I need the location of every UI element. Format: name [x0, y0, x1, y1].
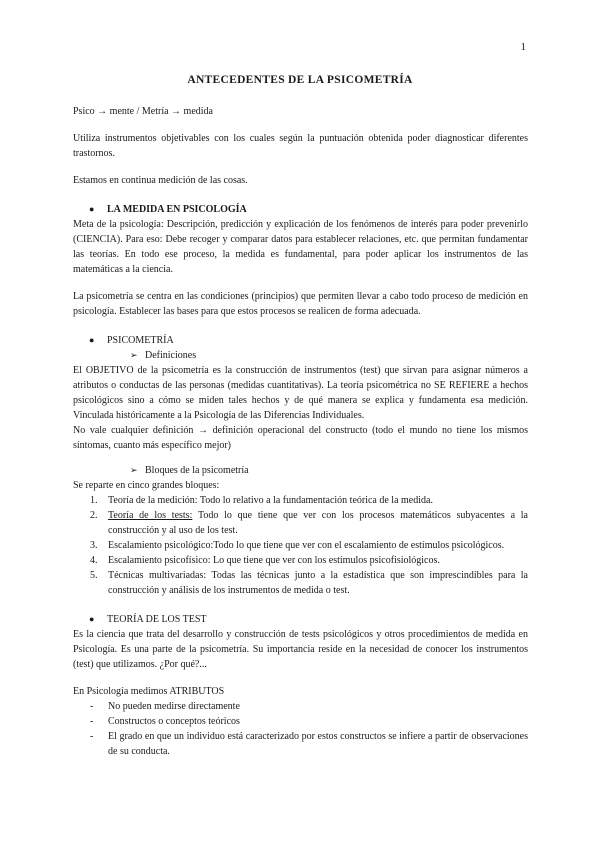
- item-text: Lo que tiene que ver con los estímulos psicofisiológicos.: [210, 555, 440, 566]
- list-number: 1.: [90, 495, 98, 506]
- etymology-line: Psico → mente / Metría → medida: [73, 106, 213, 117]
- psicometria-paragraph-1: El OBJETIVO de la psicometría es la construcción de instrumentos (test) que sirvan para asignar números a atributos o conductas de las personas (medidas cuantitativas). La teoría psicométrica no SE REFIERE a hechos psicológicos sino a cómo se miden tales hechos y de qué manera se explica y fundamenta esa medición. Vinculada históricamente a la Psicología de las Diferencias Individuales.: [73, 365, 528, 421]
- list-item: [73, 538, 528, 553]
- teoria-paragraph-2: En Psicología medimos ATRIBUTOS: [73, 686, 225, 697]
- bullet-icon: ●: [89, 614, 95, 624]
- item-lead: Técnicas multivariadas:: [108, 570, 207, 581]
- list-item: [73, 568, 528, 598]
- list-item: [73, 493, 528, 508]
- bullet-icon: ●: [89, 204, 95, 214]
- item-text: El grado en que un individuo está caracterizado por estos constructos se infiere a partir de observaciones de su conducta.: [108, 731, 528, 757]
- section-heading-teoria: [73, 612, 528, 627]
- medida-paragraph-2: La psicometría se centra en las condiciones (principios) que permiten llevar a cabo todo proceso de medición en psicología. Establecer las bases para que estos procesos se realicen de forma adecuada.: [73, 291, 528, 317]
- bullet-icon: ●: [89, 335, 95, 345]
- subheading-bloques: [73, 463, 528, 478]
- list-item: [73, 729, 528, 759]
- list-number: 3.: [90, 540, 98, 551]
- section-heading-medida: [73, 202, 528, 217]
- item-lead: Teoría de la medición:: [108, 495, 198, 506]
- section-heading-text: PSICOMETRÍA: [107, 335, 174, 346]
- subheading-definiciones: [73, 348, 528, 363]
- dash-icon: -: [90, 731, 94, 742]
- arrowhead-icon: ➢: [130, 465, 138, 475]
- item-lead: Teoría de los tests:: [108, 510, 193, 521]
- item-lead: Escalamiento psicológico:: [108, 540, 214, 551]
- dash-icon: -: [90, 701, 94, 712]
- atributos-list: [73, 699, 528, 759]
- list-item: [73, 553, 528, 568]
- list-number: 4.: [90, 555, 98, 566]
- list-number: 5.: [90, 570, 98, 581]
- intro-paragraph: Utiliza instrumentos objetivables con los cuales según la puntuación obtenida poder diagnosticar diferentes trastornos.: [73, 133, 528, 159]
- bloques-list: [73, 493, 528, 598]
- list-item: [73, 714, 528, 729]
- teoria-paragraph-1: Es la ciencia que trata del desarrollo y construcción de tests psicológicos y otros procedimientos de medida en Psicología. Es una parte de la psicometría. Su importancia reside en la necesidad de conocer los instrumentos (test) que utilizamos. ¿Por qué?...: [73, 629, 528, 670]
- document-body: [73, 104, 528, 759]
- intro-paragraph-2: Estamos en continua medición de las cosas.: [73, 175, 248, 186]
- page-title: ANTECEDENTES DE LA PSICOMETRÍA: [187, 74, 413, 86]
- list-item: [73, 508, 528, 538]
- item-text: Todo lo relativo a la fundamentación teórica de la medida.: [197, 495, 433, 506]
- item-text: Todas las técnicas junto a la estadística que son imprescindibles para la construcción y análisis de los instrumentos de medida o test.: [108, 570, 528, 596]
- arrowhead-icon: ➢: [130, 350, 138, 360]
- item-text: Todo lo que tiene que ver con el escalamiento de estímulos psicológicos.: [213, 540, 505, 551]
- item-text: Todo lo que tiene que ver con los procesos matemáticos subyacentes a la construcción y al uso de los test.: [108, 510, 528, 536]
- list-item: [73, 699, 528, 714]
- page-number: 1: [520, 41, 526, 53]
- bloques-intro: Se reparte en cinco grandes bloques:: [73, 480, 220, 491]
- medida-paragraph-1: Meta de la psicología: Descripción, predicción y explicación de los fenómenos de interés para poder prevenirlo (CIENCIA). Para eso: Debe recoger y comparar datos para establecer relaciones, etc. que permitan fundamentar las teorías. En todo ese proceso, la medida es fundamental, para poder aplicar los instrumentos de las matemáticas a la ciencia.: [73, 219, 528, 275]
- subheading-text: Definiciones: [145, 350, 197, 361]
- section-heading-text: LA MEDIDA EN PSICOLOGÍA: [107, 204, 247, 215]
- subheading-text: Bloques de la psicometría: [145, 465, 249, 476]
- item-text: Constructos o conceptos teóricos: [108, 716, 240, 727]
- psicometria-paragraph-2: No vale cualquier definición → definición operacional del constructo (todo el mundo no tiene los mismos síntomas, cuanto más específico mejor): [73, 425, 528, 451]
- item-text: No pueden medirse directamente: [108, 701, 240, 712]
- list-number: 2.: [90, 510, 98, 521]
- section-heading-text: TEORÍA DE LOS TEST: [107, 614, 207, 625]
- dash-icon: -: [90, 716, 94, 727]
- section-heading-psicometria: [73, 333, 528, 348]
- item-lead: Escalamiento psicofísico:: [108, 555, 211, 566]
